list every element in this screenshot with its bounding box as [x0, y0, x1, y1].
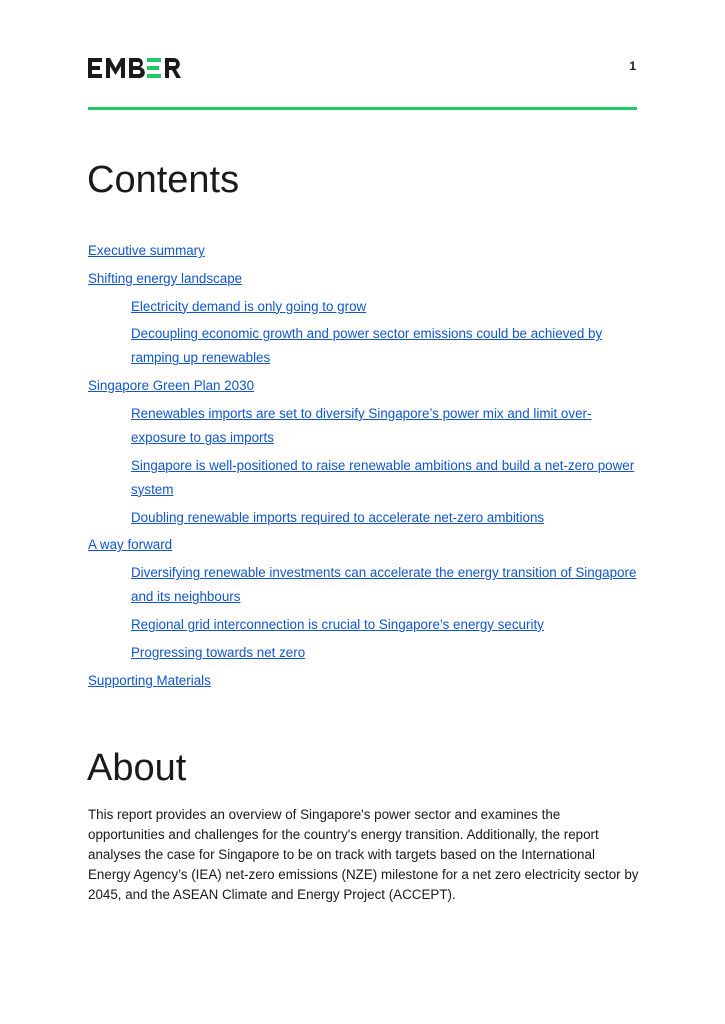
- toc-link-grid-interconnection[interactable]: Regional grid interconnection is crucial to Singapore’s energy security: [131, 616, 544, 632]
- toc-link-electricity-demand[interactable]: Electricity demand is only going to grow: [131, 298, 367, 314]
- toc-item: [88, 295, 640, 319]
- ember-logo: [88, 57, 184, 79]
- toc-link-green-plan-2030[interactable]: Singapore Green Plan 2030: [88, 378, 255, 394]
- toc-item: [88, 613, 640, 637]
- contents-heading: Contents: [87, 159, 240, 201]
- toc-link-net-zero[interactable]: Progressing towards net zero: [131, 644, 306, 660]
- toc-link-diversifying-investments[interactable]: Diversifying renewable investments can accelerate the energy transition of Singapore and its neighbours: [131, 565, 637, 605]
- toc-item: [88, 322, 640, 370]
- header-divider: [88, 107, 637, 110]
- about-paragraph: This report provides an overview of Singapore's power sector and examines the opportunities and challenges for the country's energy transition. Additionally, the report analyses the case for Singapore to be on track with targets based on the International Energy Agency’s (IEA) net-zero emissions (NZE) milestone for a net zero electricity sector by 2045, and the ASEAN Climate and Energy Project (ACCEPT).: [88, 807, 639, 902]
- page-number: 1: [629, 59, 636, 73]
- toc-item: [88, 454, 640, 502]
- toc-item: [88, 669, 640, 693]
- toc-item: [88, 239, 640, 263]
- toc-item: [88, 506, 640, 530]
- toc-item: [88, 267, 640, 291]
- toc-item: [88, 402, 640, 450]
- toc-link-decoupling-growth[interactable]: Decoupling economic growth and power sector emissions could be achieved by ramping up renewables: [131, 326, 603, 366]
- toc-link-way-forward[interactable]: A way forward: [88, 537, 173, 553]
- toc-link-executive-summary[interactable]: Executive summary: [88, 243, 205, 258]
- toc-link-doubling-imports[interactable]: Doubling renewable imports required to accelerate net-zero ambitions: [131, 509, 545, 525]
- toc-item: [88, 374, 640, 398]
- table-of-contents: [88, 239, 640, 696]
- toc-item: [88, 641, 640, 665]
- toc-link-shifting-energy-landscape[interactable]: Shifting energy landscape: [88, 270, 243, 286]
- toc-link-renewables-imports[interactable]: Renewables imports are set to diversify Singapore’s power mix and limit over-exposure to gas imports: [131, 405, 592, 445]
- toc-link-well-positioned[interactable]: Singapore is well-positioned to raise renewable ambitions and build a net-zero power system: [131, 457, 635, 497]
- toc-item: [88, 533, 640, 557]
- toc-link-supporting-materials[interactable]: Supporting Materials: [88, 672, 211, 688]
- toc-item: [88, 561, 640, 609]
- about-heading: About: [87, 747, 187, 789]
